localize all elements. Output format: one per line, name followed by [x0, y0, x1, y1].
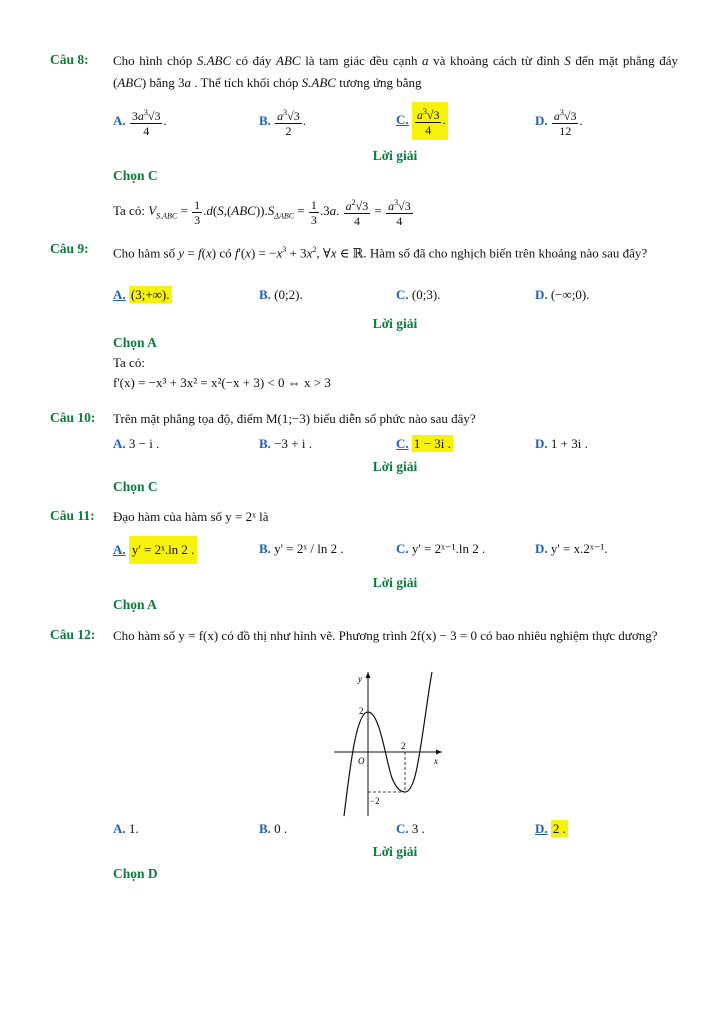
option-letter: A. — [113, 821, 126, 836]
q10-option-c[interactable] — [396, 436, 453, 452]
option-letter: D. — [535, 287, 548, 302]
q9-option-b-value: (0;2). — [274, 287, 303, 302]
q12-option-c[interactable] — [396, 821, 425, 837]
question-8-text — [113, 50, 678, 94]
q12-option-b-value: 0 . — [274, 821, 288, 836]
function-graph — [330, 668, 446, 818]
q11-option-a-value: y' = 2ˣ.ln 2 . — [129, 536, 198, 564]
origin-label: O — [358, 756, 365, 766]
q9-option-a-value: (3;+∞). — [130, 287, 170, 302]
solution-heading: Lời giải — [372, 459, 418, 474]
q10-option-a[interactable] — [113, 436, 159, 452]
question-8-stem: Cho hình chóp S.ABC có đáy ABC là tam giác đều cạnh a và khoảng cách từ đỉnh S đến mặt phẳng đáy (ABC) bằng 3a . Thể tích khối chóp S.ABC tương ứng bằng — [113, 53, 678, 90]
q11-option-b-value: y' = 2ˣ / ln 2 . — [274, 541, 344, 556]
q12-option-d-value: 2 . — [552, 821, 566, 836]
q10-option-d[interactable] — [535, 436, 588, 452]
option-letter: B. — [259, 112, 271, 128]
solution-heading: Lời giải — [372, 844, 418, 859]
question-12-text: Cho hàm số y = f(x) có đồ thị như hình vẽ. Phương trình 2f(x) − 3 = 0 có bao nhiêu nghiệm thực dương? — [113, 628, 658, 643]
option-letter: C. — [396, 287, 409, 302]
q10-option-a-value: 3 − i . — [128, 436, 160, 451]
q10-option-b[interactable] — [259, 436, 312, 452]
question-11-text: Đạo hàm của hàm số y = 2ˣ là — [113, 509, 269, 524]
q11-option-c-value: y' = 2ˣ⁻¹.ln 2 . — [411, 541, 486, 556]
question-8-label: Câu 8: — [50, 52, 89, 67]
question-10-text: Trên mặt phẳng tọa độ, điểm M(1;−3) biểu diễn số phức nào sau đây? — [113, 411, 476, 426]
question-9-text: Cho hàm số y = f(x) có $f'(x) = -x^3 + 3x^2$, ∀x ∈ ℝ. Hàm số đã cho nghịch biến trên khoảng nào sau đây? — [113, 245, 648, 261]
y-axis-label: y — [358, 674, 362, 684]
q10-option-b-value: −3 + i . — [274, 436, 312, 451]
option-letter: C. — [396, 821, 409, 836]
option-letter: A. — [113, 112, 126, 128]
q10-option-d-value: 1 + 3i . — [550, 436, 588, 451]
q8-option-c-value: $\frac{a^3√3}{4}$ . — [412, 102, 448, 140]
q9-answer: Chọn A — [113, 335, 157, 350]
option-letter: B. — [259, 541, 271, 556]
q12-option-b[interactable] — [259, 821, 287, 837]
q12-option-a[interactable] — [113, 821, 139, 837]
q12-option-d[interactable] — [535, 821, 568, 837]
question-11-label: Câu 11: — [50, 508, 95, 523]
q8-option-d-value: $\frac{a^3√3}{12}$ — [553, 108, 577, 138]
q12-answer: Chọn D — [113, 866, 158, 881]
q11-option-b[interactable] — [259, 541, 344, 557]
solution-heading: Lời giải — [372, 575, 418, 590]
q9-option-c-value: (0;3). — [411, 287, 441, 302]
solution-heading: Lời giải — [372, 316, 418, 331]
q9-option-a[interactable] — [113, 287, 172, 303]
q8-option-b[interactable]: B. $\frac{a^3√3}{2}$ . — [259, 108, 307, 138]
option-letter: D. — [535, 821, 548, 836]
q9-option-d-value: (−∞;0). — [550, 287, 590, 302]
q11-answer: Chọn A — [113, 597, 157, 612]
option-letter: B. — [259, 821, 271, 836]
option-letter: A. — [113, 436, 126, 451]
function-curve — [344, 672, 432, 816]
question-10-label: Câu 10: — [50, 410, 96, 425]
question-12-label: Câu 12: — [50, 627, 96, 642]
q11-option-a[interactable] — [113, 536, 197, 564]
option-letter: A. — [113, 542, 126, 557]
q9-option-c[interactable] — [396, 287, 440, 303]
option-letter: D. — [535, 541, 548, 556]
x-axis-label: x — [434, 756, 438, 766]
option-letter: B. — [259, 436, 271, 451]
y-tick-neg-2: −2 — [370, 796, 380, 806]
q8-answer: Chọn C — [113, 168, 158, 183]
x-axis-arrow — [436, 750, 442, 755]
option-letter: C. — [396, 436, 409, 451]
option-letter: C. — [396, 111, 409, 127]
question-9-label: Câu 9: — [50, 241, 89, 256]
solution-heading: Lời giải — [372, 148, 418, 163]
q11-option-d[interactable] — [535, 541, 608, 557]
q11-option-c[interactable] — [396, 541, 485, 557]
q8-option-b-value: $\frac{a^3√3}{2}$ — [277, 108, 300, 138]
q10-option-c-value: 1 − 3i . — [413, 436, 451, 451]
y-axis-arrow — [366, 672, 371, 678]
q9-option-b[interactable] — [259, 287, 303, 303]
y-tick-2: 2 — [359, 706, 364, 716]
q12-option-a-value: 1. — [128, 821, 139, 836]
option-letter: B. — [259, 287, 271, 302]
q9-option-d[interactable] — [535, 287, 590, 303]
q8-option-a-value: $\frac{3a^3√3}{4}$ — [131, 108, 161, 138]
q11-option-d-value: y' = x.2ˣ⁻¹. — [550, 541, 608, 556]
option-letter: A. — [113, 287, 126, 302]
option-letter: D. — [535, 112, 548, 128]
q8-work: Ta có: $V_{S.ABC}$ = $\frac{1}{3}$ $.d(S,(ABC)).S_{\Delta ABC}$ = $\frac{1}{3}$ .3a. $\frac{a^2√3}{4}$ = $\frac{a^3√3}{4}$ — [113, 197, 411, 228]
option-letter: D. — [535, 436, 548, 451]
q9-work-intro: Ta có: — [113, 355, 145, 370]
q8-option-a[interactable]: A. $\frac{3a^3√3}{4}$ . — [113, 108, 167, 138]
q9-work: f'(x) = −x³ + 3x² = x²(−x + 3) < 0 ⇔ x > 3 — [113, 375, 331, 390]
q10-answer: Chọn C — [113, 479, 158, 494]
option-letter: C. — [396, 541, 409, 556]
q12-option-c-value: 3 . — [411, 821, 425, 836]
q8-option-d[interactable]: D. $\frac{a^3√3}{12}$ . — [535, 108, 583, 138]
q8-option-c[interactable] — [396, 102, 448, 140]
x-tick-2: 2 — [401, 741, 406, 751]
